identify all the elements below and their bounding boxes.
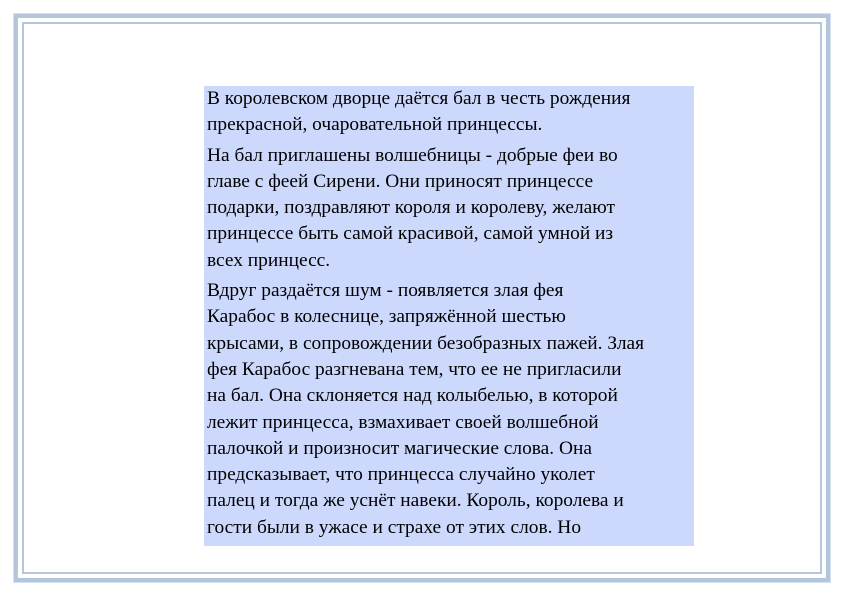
text-line: палочкой и произносит магические слова. Она (207, 437, 592, 459)
story-text-box (204, 86, 694, 546)
text-line: На бал приглашены волшебницы - добрые феи во (207, 144, 618, 166)
text-line: главе с феей Сирени. Они приносят принцессе (207, 170, 594, 192)
text-line: фея Карабос разгневана тем, что ее не пригласили (207, 358, 622, 380)
text-line: палец и тогда же уснёт навеки. Король, королева и (207, 490, 624, 512)
text-line: Вдруг раздаётся шум - появляется злая фея (207, 280, 564, 302)
text-line: всех принцесс. (207, 249, 331, 271)
text-line: Карабос в колеснице, запряжённой шестью (207, 306, 566, 328)
text-line: крысами, в сопровождении безобразных пажей. Злая (207, 332, 645, 354)
text-line: гости были в ужасе и страхе от этих слов. Но (207, 516, 582, 538)
paragraph-ball (207, 86, 694, 139)
paragraph-carabosse (207, 278, 694, 541)
text-line: В королевском дворце даётся бал в честь рождения (207, 88, 631, 109)
text-line: принцессе быть самой красивой, самой умной из (207, 223, 614, 245)
text-line: на бал. Она склоняется над колыбелью, в которой (207, 385, 618, 407)
text-line: лежит принцесса, взмахивает своей волшебной (207, 411, 599, 433)
text-line: прекрасной, очаровательной принцессы. (207, 114, 543, 136)
text-line: предсказывает, что принцесса случайно уколет (207, 464, 595, 486)
paragraph-fairies (207, 143, 694, 274)
text-line: подарки, поздравляют короля и королеву, желают (207, 197, 615, 219)
